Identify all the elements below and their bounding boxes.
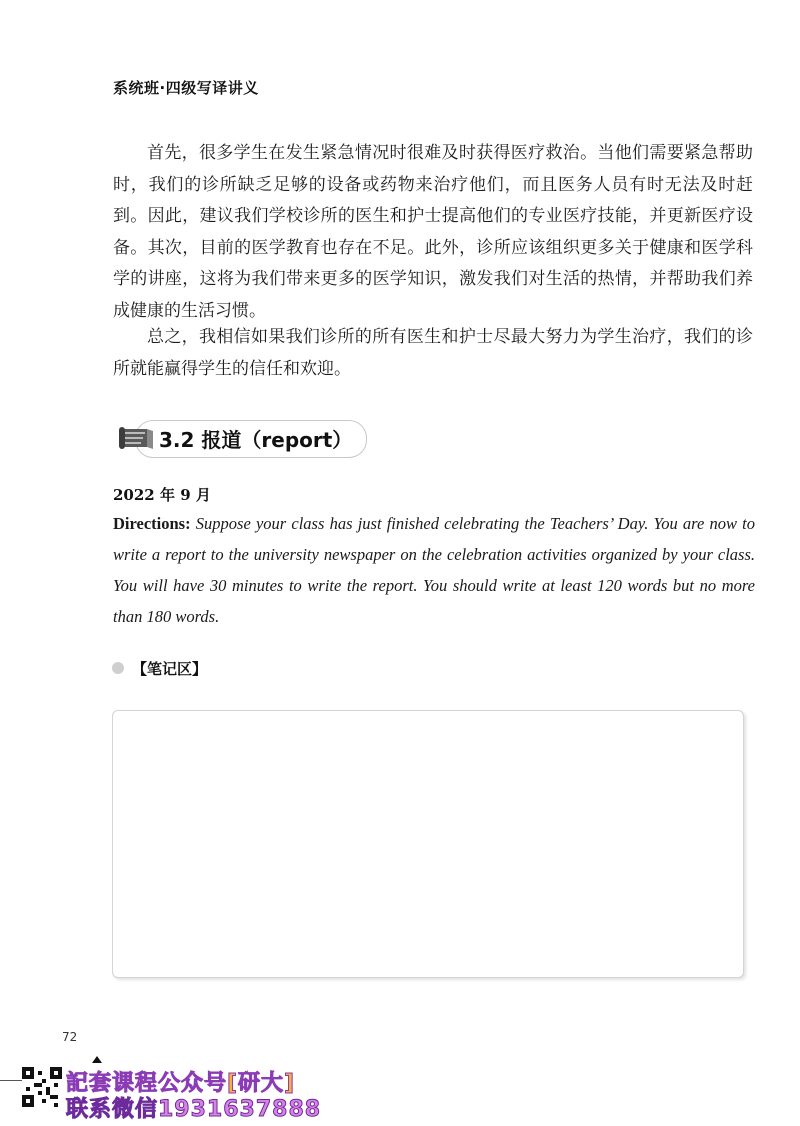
- directions-label: Directions:: [113, 514, 191, 533]
- watermark-line-2: 联系微信1931637888: [66, 1097, 322, 1122]
- scroll-icon: [117, 423, 157, 453]
- qr-code-icon: [22, 1067, 62, 1107]
- section-banner: [117, 420, 367, 458]
- running-header: 系统班·四级写译讲义: [113, 79, 259, 97]
- bullet-dot-icon: [112, 662, 124, 674]
- triangle-up-icon: [92, 1056, 102, 1063]
- page-number: 72: [62, 1030, 78, 1044]
- watermark-line-1: 記套课程公众号[研大]: [66, 1071, 296, 1096]
- notes-box[interactable]: [112, 710, 744, 978]
- directions-text: Suppose your class has just finished celebrating the Teachers’ Day. You are now to write a report to the university newspaper on the celebration activities organized by your class. You will have 30 minutes to write the report. You should write at least 120 words but no more than 180 words.: [113, 514, 755, 626]
- section-title: 3.2 报道（report）: [159, 428, 353, 452]
- body-paragraph-2: 总之，我相信如果我们诊所的所有医生和护士尽最大努力为学生治疗，我们的诊所就能赢得学生的信任和欢迎。: [113, 327, 753, 379]
- exam-date: 2022 年 9 月: [113, 486, 211, 504]
- directions-paragraph: [113, 508, 755, 632]
- notes-heading: [112, 658, 207, 678]
- body-paragraph-1: 首先，很多学生在发生紧急情况时很难及时获得医疗救治。当他们需要紧急帮助时，我们的诊所缺乏足够的设备或药物来治疗他们，而且医务人员有时无法及时赶到。因此，建议我们学校诊所的医生和护士提高他们的专业医疗技能，并更新医疗设备。其次，目前的医学教育也存在不足。此外，诊所应该组织更多关于健康和医学科学的讲座，这将为我们带来更多的医学知识，激发我们对生活的热情，并帮助我们养成健康的生活习惯。: [113, 143, 753, 321]
- notes-label: 【笔记区】: [132, 659, 208, 678]
